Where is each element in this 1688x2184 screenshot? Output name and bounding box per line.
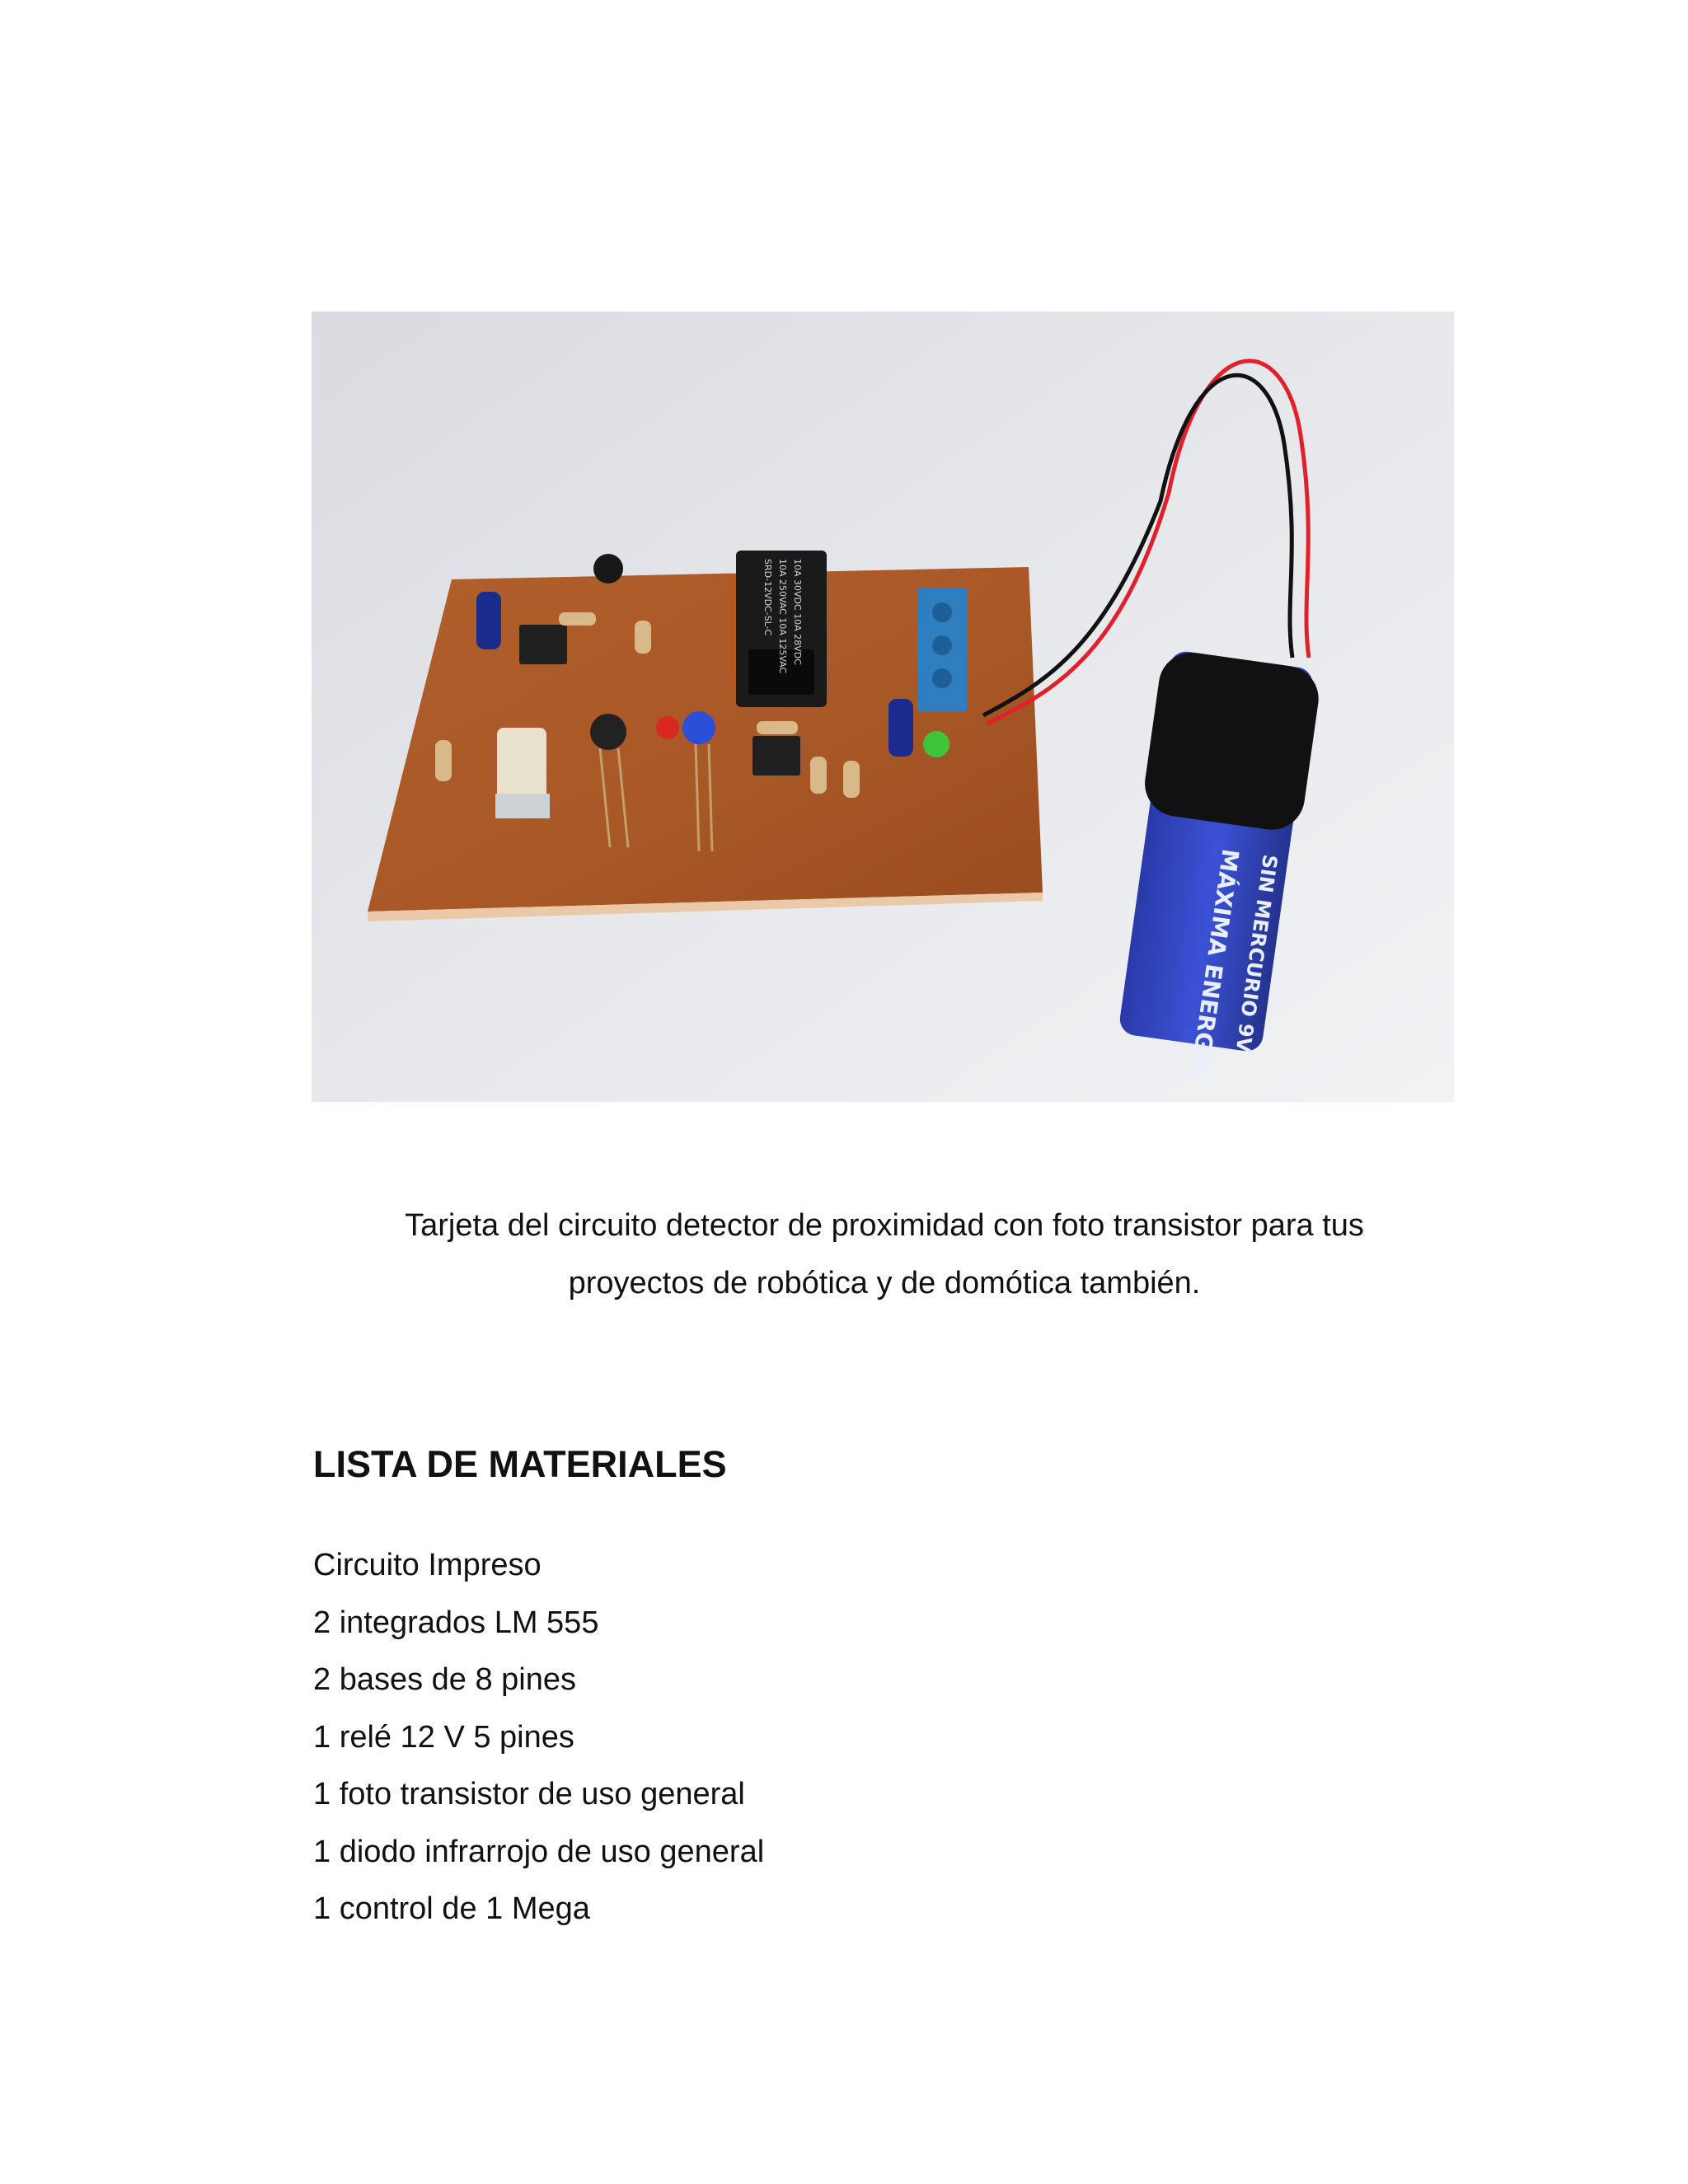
- list-item: 1 relé 12 V 5 pines: [313, 1719, 574, 1755]
- circuit-board-photo: [312, 312, 1454, 1102]
- list-item: 1 control de 1 Mega: [313, 1891, 590, 1926]
- photo-caption: [313, 1197, 1456, 1312]
- caption-line-1: Tarjeta del circuito detector de proximidad con foto transistor para tus: [405, 1208, 1364, 1243]
- relay-label: 10A 30VDC 10A 28VDC: [792, 559, 803, 665]
- terminal-block: [917, 588, 967, 711]
- battery-label: MÁXIMA ENERGÍA: [1184, 847, 1245, 1080]
- caption-line-2: proyectos de robótica y de domótica también.: [568, 1266, 1201, 1301]
- relay: [736, 551, 827, 707]
- battery-label: SIN MERCURIO 9V: [1231, 853, 1282, 1054]
- relay-label: SRD-12VDC-SL-C: [762, 559, 773, 636]
- materials-heading: LISTA DE MATERIALES: [313, 1443, 727, 1485]
- list-item: 1 diodo infrarrojo de uso general: [313, 1834, 765, 1869]
- materials-list: [313, 1537, 764, 1938]
- relay-label: 10A 250VAC 10A 125VAC: [777, 559, 788, 674]
- list-item: 1 foto transistor de uso general: [313, 1777, 745, 1811]
- list-item: 2 bases de 8 pines: [313, 1662, 577, 1697]
- list-item: 2 integrados LM 555: [313, 1605, 599, 1640]
- list-item: Circuito Impreso: [313, 1548, 542, 1582]
